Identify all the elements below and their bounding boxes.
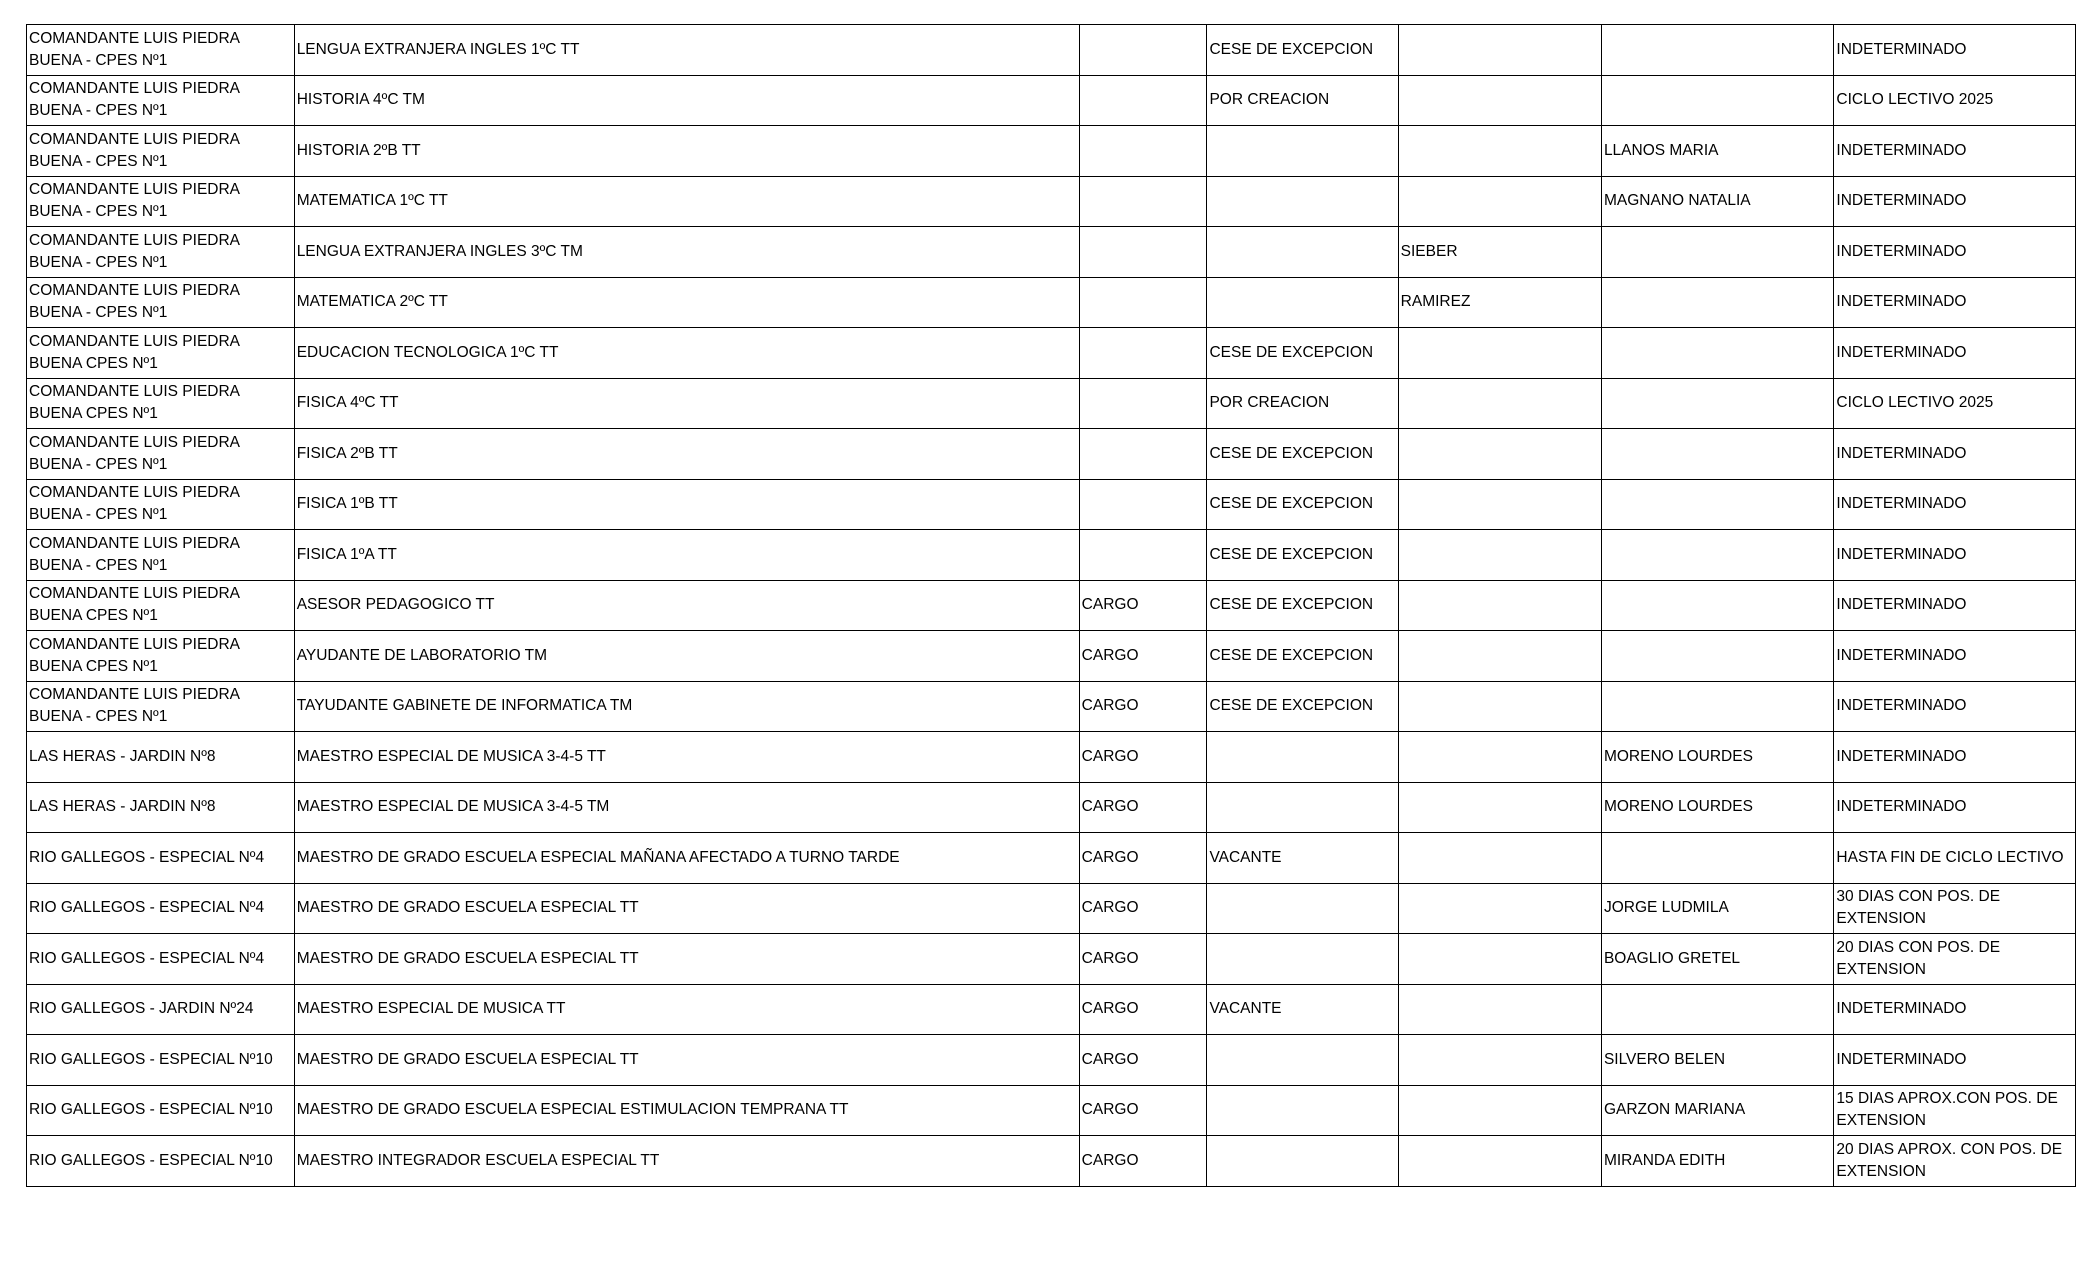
school-cell: COMANDANTE LUIS PIEDRA BUENA CPES Nº1 [27,631,295,682]
position-cell: MAESTRO ESPECIAL DE MUSICA 3-4-5 TT [294,732,1079,783]
school-cell: COMANDANTE LUIS PIEDRA BUENA CPES Nº1 [27,378,295,429]
position-cell: MAESTRO DE GRADO ESCUELA ESPECIAL TT [294,934,1079,985]
replaces-cell [1398,378,1601,429]
table-row [27,1136,2076,1187]
type-cell [1079,378,1207,429]
holder-cell: LLANOS MARIA [1601,126,1833,177]
reason-cell: POR CREACION [1207,378,1398,429]
position-cell: ASESOR PEDAGOGICO TT [294,580,1079,631]
school-cell: LAS HERAS - JARDIN Nº8 [27,732,295,783]
holder-cell [1601,25,1833,76]
duration-cell: 20 DIAS APROX. CON POS. DE EXTENSION [1834,1136,2076,1187]
type-cell: CARGO [1079,833,1207,884]
type-cell: CARGO [1079,580,1207,631]
holder-cell: SILVERO BELEN [1601,1035,1833,1086]
replaces-cell [1398,681,1601,732]
replaces-cell [1398,176,1601,227]
duration-cell: INDETERMINADO [1834,681,2076,732]
table-row [27,328,2076,379]
table-row [27,732,2076,783]
replaces-cell [1398,934,1601,985]
school-cell: COMANDANTE LUIS PIEDRA BUENA CPES Nº1 [27,328,295,379]
type-cell [1079,75,1207,126]
position-cell: HISTORIA 4ºC TM [294,75,1079,126]
replaces-cell [1398,1035,1601,1086]
type-cell: CARGO [1079,1085,1207,1136]
school-cell: COMANDANTE LUIS PIEDRA BUENA - CPES Nº1 [27,429,295,480]
school-cell: RIO GALLEGOS - ESPECIAL Nº4 [27,934,295,985]
position-cell: MAESTRO DE GRADO ESCUELA ESPECIAL MAÑANA AFECTADO A TURNO TARDE [294,833,1079,884]
holder-cell [1601,984,1833,1035]
replaces-cell [1398,530,1601,581]
holder-cell: GARZON MARIANA [1601,1085,1833,1136]
table-row [27,75,2076,126]
reason-cell: CESE DE EXCEPCION [1207,681,1398,732]
table-row [27,934,2076,985]
holder-cell [1601,227,1833,278]
table-row [27,833,2076,884]
holder-cell: MORENO LOURDES [1601,732,1833,783]
holder-cell: BOAGLIO GRETEL [1601,934,1833,985]
reason-cell: POR CREACION [1207,75,1398,126]
table-row [27,277,2076,328]
duration-cell: INDETERMINADO [1834,984,2076,1035]
duration-cell: INDETERMINADO [1834,479,2076,530]
holder-cell [1601,328,1833,379]
table-row [27,530,2076,581]
table-row [27,126,2076,177]
type-cell: CARGO [1079,984,1207,1035]
reason-cell: CESE DE EXCEPCION [1207,580,1398,631]
reason-cell [1207,1085,1398,1136]
reason-cell [1207,176,1398,227]
replaces-cell [1398,883,1601,934]
holder-cell: MAGNANO NATALIA [1601,176,1833,227]
school-cell: COMANDANTE LUIS PIEDRA BUENA - CPES Nº1 [27,126,295,177]
holder-cell [1601,580,1833,631]
replaces-cell [1398,429,1601,480]
reason-cell [1207,732,1398,783]
table-row [27,25,2076,76]
school-cell: COMANDANTE LUIS PIEDRA BUENA - CPES Nº1 [27,227,295,278]
holder-cell [1601,530,1833,581]
holder-cell [1601,681,1833,732]
type-cell [1079,479,1207,530]
position-cell: FISICA 1ºB TT [294,479,1079,530]
replaces-cell [1398,782,1601,833]
position-cell: FISICA 4ºC TT [294,378,1079,429]
school-cell: RIO GALLEGOS - ESPECIAL Nº10 [27,1085,295,1136]
replaces-cell: RAMIREZ [1398,277,1601,328]
duration-cell: INDETERMINADO [1834,429,2076,480]
table-row [27,227,2076,278]
type-cell: CARGO [1079,1136,1207,1187]
reason-cell: CESE DE EXCEPCION [1207,530,1398,581]
spreadsheet-page [26,24,2076,1187]
holder-cell: JORGE LUDMILA [1601,883,1833,934]
type-cell [1079,429,1207,480]
reason-cell: CESE DE EXCEPCION [1207,25,1398,76]
vacancy-table [26,24,2076,1187]
duration-cell: INDETERMINADO [1834,732,2076,783]
duration-cell: INDETERMINADO [1834,782,2076,833]
duration-cell: INDETERMINADO [1834,328,2076,379]
school-cell: RIO GALLEGOS - JARDIN Nº24 [27,984,295,1035]
type-cell [1079,328,1207,379]
school-cell: COMANDANTE LUIS PIEDRA BUENA - CPES Nº1 [27,277,295,328]
duration-cell: INDETERMINADO [1834,1035,2076,1086]
duration-cell: 30 DIAS CON POS. DE EXTENSION [1834,883,2076,934]
school-cell: COMANDANTE LUIS PIEDRA BUENA - CPES Nº1 [27,479,295,530]
duration-cell: CICLO LECTIVO 2025 [1834,75,2076,126]
position-cell: TAYUDANTE GABINETE DE INFORMATICA TM [294,681,1079,732]
replaces-cell [1398,984,1601,1035]
school-cell: LAS HERAS - JARDIN Nº8 [27,782,295,833]
type-cell [1079,126,1207,177]
type-cell [1079,227,1207,278]
duration-cell: INDETERMINADO [1834,530,2076,581]
replaces-cell [1398,328,1601,379]
position-cell: FISICA 2ºB TT [294,429,1079,480]
reason-cell [1207,883,1398,934]
holder-cell: MORENO LOURDES [1601,782,1833,833]
position-cell: MATEMATICA 2ºC TT [294,277,1079,328]
position-cell: FISICA 1ºA TT [294,530,1079,581]
duration-cell: CICLO LECTIVO 2025 [1834,378,2076,429]
duration-cell: HASTA FIN DE CICLO LECTIVO [1834,833,2076,884]
type-cell [1079,277,1207,328]
table-row [27,429,2076,480]
replaces-cell [1398,75,1601,126]
position-cell: AYUDANTE DE LABORATORIO TM [294,631,1079,682]
replaces-cell [1398,732,1601,783]
school-cell: RIO GALLEGOS - ESPECIAL Nº10 [27,1035,295,1086]
school-cell: COMANDANTE LUIS PIEDRA BUENA CPES Nº1 [27,580,295,631]
school-cell: RIO GALLEGOS - ESPECIAL Nº4 [27,883,295,934]
replaces-cell [1398,479,1601,530]
holder-cell [1601,631,1833,682]
table-row [27,580,2076,631]
reason-cell [1207,277,1398,328]
duration-cell: INDETERMINADO [1834,25,2076,76]
type-cell [1079,176,1207,227]
holder-cell [1601,479,1833,530]
position-cell: MAESTRO DE GRADO ESCUELA ESPECIAL TT [294,1035,1079,1086]
replaces-cell [1398,126,1601,177]
table-row [27,883,2076,934]
reason-cell: CESE DE EXCEPCION [1207,328,1398,379]
type-cell: CARGO [1079,883,1207,934]
table-row [27,984,2076,1035]
reason-cell [1207,126,1398,177]
duration-cell: 15 DIAS APROX.CON POS. DE EXTENSION [1834,1085,2076,1136]
reason-cell: VACANTE [1207,984,1398,1035]
holder-cell [1601,277,1833,328]
school-cell: COMANDANTE LUIS PIEDRA BUENA - CPES Nº1 [27,176,295,227]
type-cell: CARGO [1079,732,1207,783]
type-cell: CARGO [1079,782,1207,833]
replaces-cell [1398,631,1601,682]
duration-cell: 20 DIAS CON POS. DE EXTENSION [1834,934,2076,985]
duration-cell: INDETERMINADO [1834,277,2076,328]
holder-cell: MIRANDA EDITH [1601,1136,1833,1187]
table-body [27,25,2076,1187]
type-cell [1079,530,1207,581]
reason-cell [1207,227,1398,278]
position-cell: MATEMATICA 1ºC TT [294,176,1079,227]
replaces-cell [1398,580,1601,631]
school-cell: COMANDANTE LUIS PIEDRA BUENA - CPES Nº1 [27,75,295,126]
holder-cell [1601,833,1833,884]
school-cell: RIO GALLEGOS - ESPECIAL Nº4 [27,833,295,884]
position-cell: HISTORIA 2ºB TT [294,126,1079,177]
table-row [27,1085,2076,1136]
holder-cell [1601,75,1833,126]
replaces-cell: SIEBER [1398,227,1601,278]
position-cell: MAESTRO ESPECIAL DE MUSICA TT [294,984,1079,1035]
replaces-cell [1398,1136,1601,1187]
duration-cell: INDETERMINADO [1834,227,2076,278]
table-row [27,782,2076,833]
school-cell: RIO GALLEGOS - ESPECIAL Nº10 [27,1136,295,1187]
type-cell: CARGO [1079,1035,1207,1086]
position-cell: MAESTRO DE GRADO ESCUELA ESPECIAL TT [294,883,1079,934]
duration-cell: INDETERMINADO [1834,631,2076,682]
reason-cell [1207,1136,1398,1187]
reason-cell [1207,1035,1398,1086]
type-cell: CARGO [1079,631,1207,682]
position-cell: MAESTRO ESPECIAL DE MUSICA 3-4-5 TM [294,782,1079,833]
duration-cell: INDETERMINADO [1834,580,2076,631]
table-row [27,378,2076,429]
school-cell: COMANDANTE LUIS PIEDRA BUENA - CPES Nº1 [27,530,295,581]
position-cell: EDUCACION TECNOLOGICA 1ºC TT [294,328,1079,379]
type-cell: CARGO [1079,681,1207,732]
duration-cell: INDETERMINADO [1834,176,2076,227]
reason-cell [1207,934,1398,985]
replaces-cell [1398,833,1601,884]
reason-cell: VACANTE [1207,833,1398,884]
school-cell: COMANDANTE LUIS PIEDRA BUENA - CPES Nº1 [27,681,295,732]
table-row [27,681,2076,732]
table-row [27,631,2076,682]
table-row [27,1035,2076,1086]
position-cell: LENGUA EXTRANJERA INGLES 3ºC TM [294,227,1079,278]
replaces-cell [1398,25,1601,76]
replaces-cell [1398,1085,1601,1136]
table-row [27,176,2076,227]
duration-cell: INDETERMINADO [1834,126,2076,177]
type-cell [1079,25,1207,76]
school-cell: COMANDANTE LUIS PIEDRA BUENA - CPES Nº1 [27,25,295,76]
position-cell: MAESTRO INTEGRADOR ESCUELA ESPECIAL TT [294,1136,1079,1187]
reason-cell [1207,782,1398,833]
reason-cell: CESE DE EXCEPCION [1207,429,1398,480]
holder-cell [1601,378,1833,429]
position-cell: LENGUA EXTRANJERA INGLES 1ºC TT [294,25,1079,76]
table-row [27,479,2076,530]
type-cell: CARGO [1079,934,1207,985]
reason-cell: CESE DE EXCEPCION [1207,479,1398,530]
reason-cell: CESE DE EXCEPCION [1207,631,1398,682]
holder-cell [1601,429,1833,480]
position-cell: MAESTRO DE GRADO ESCUELA ESPECIAL ESTIMULACION TEMPRANA TT [294,1085,1079,1136]
